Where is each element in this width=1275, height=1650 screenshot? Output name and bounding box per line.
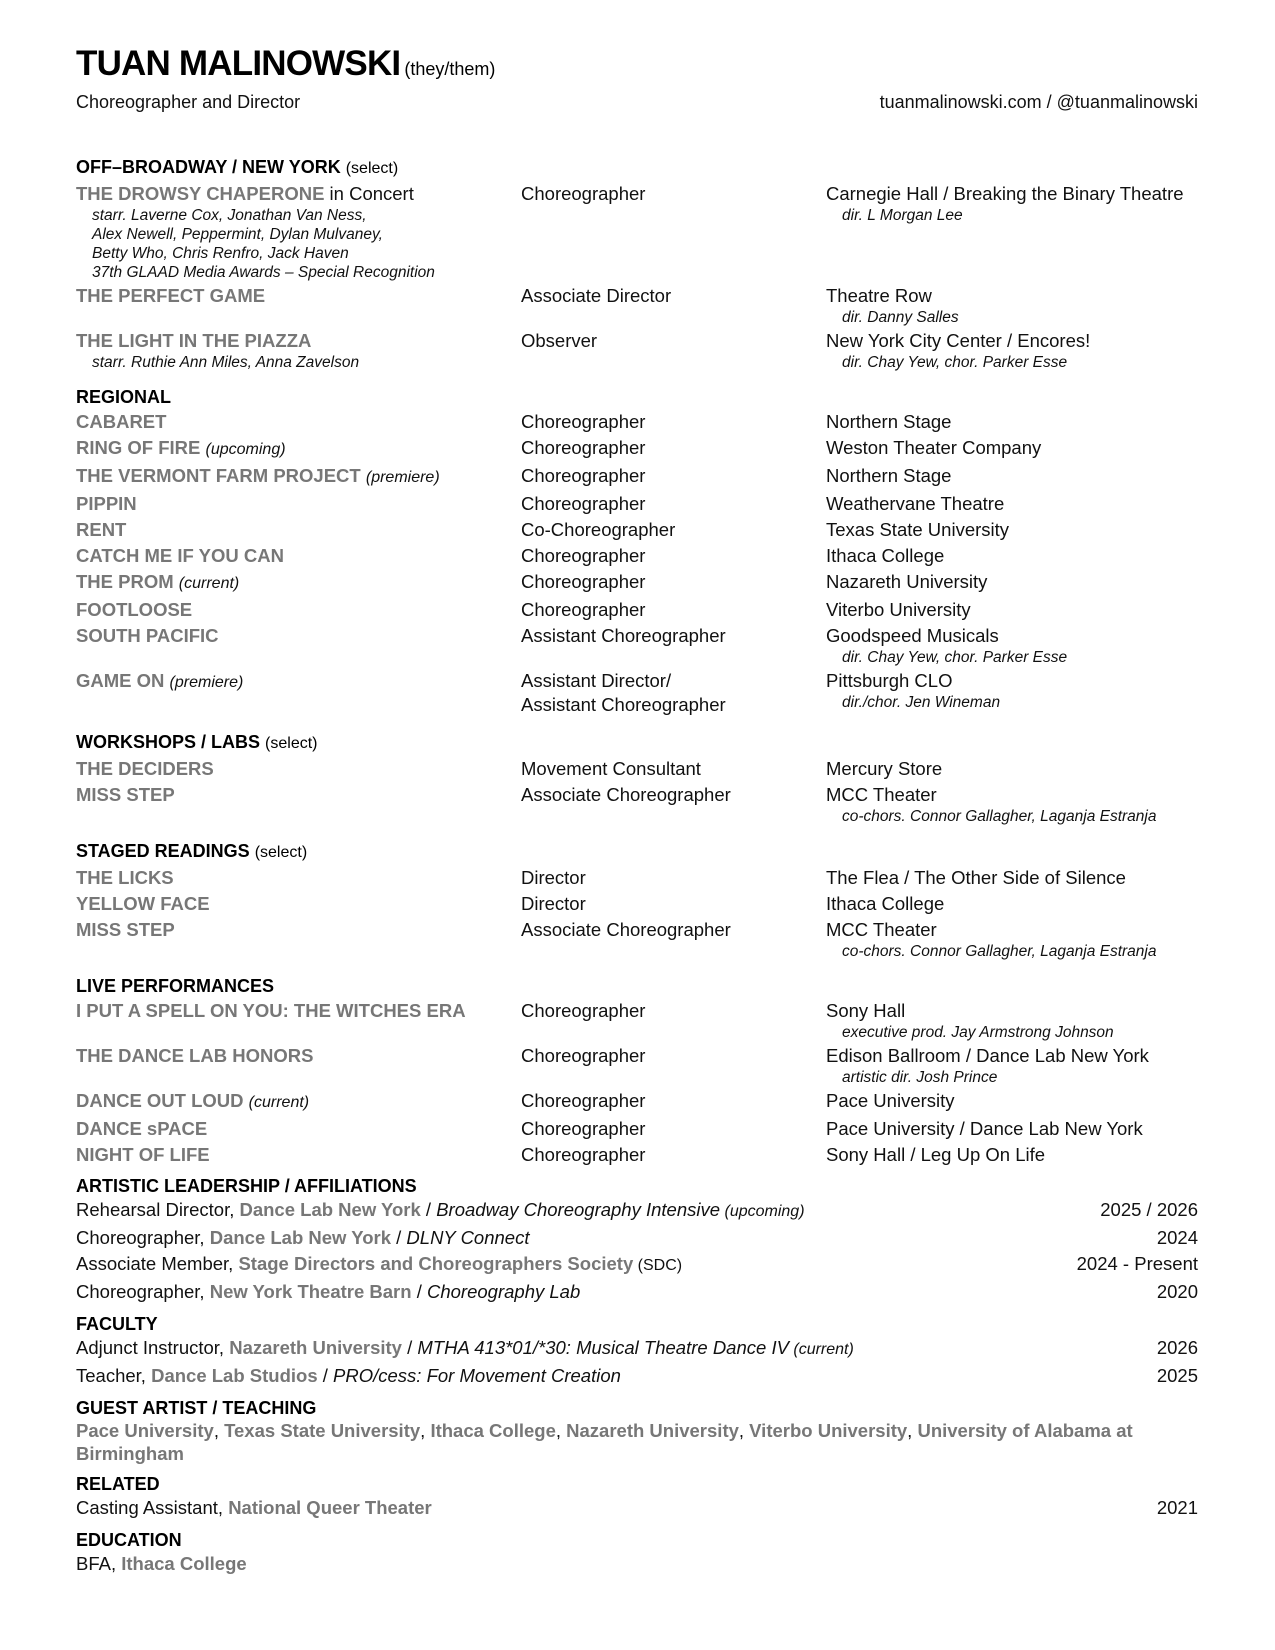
credit-row: THE PROM (current) Choreographer Nazareth University — [76, 571, 988, 592]
section-heading: ARTISTIC LEADERSHIP / AFFILIATIONS — [76, 1176, 417, 1196]
section-education — [76, 1529, 1198, 1577]
credit-row: CABARET Choreographer Northern Stage — [76, 411, 952, 432]
section-heading: WORKSHOPS / LABS (select) — [76, 732, 318, 752]
pronouns: (they/them) — [404, 59, 496, 79]
section-related — [76, 1473, 1198, 1521]
section-heading: FACULTY — [76, 1314, 158, 1334]
credit-row: RENT Co-Choreographer Texas State University — [76, 519, 1010, 540]
section-live — [76, 975, 1198, 1167]
resume-header — [76, 44, 1198, 120]
related-row: Casting Assistant, National Queer Theater 2021 — [76, 1497, 1198, 1518]
credit-row: FOOTLOOSE Choreographer Viterbo University — [76, 599, 971, 620]
section-leadership — [76, 1175, 1198, 1305]
credit-row: THE LIGHT IN THE PIAZZA starr. Ruthie Ann Miles, Anna Zavelson Observer New York City Center / Encores! dir. Chay Yew, chor. Parker Esse — [76, 330, 1091, 371]
guest-school-list: Pace University, Texas State University, Ithaca College, Nazareth University, Viterbo University, University of Alabama at Birmingham — [76, 1420, 1133, 1464]
credit-row: THE DROWSY CHAPERONE in Concert starr. Laverne Cox, Jonathan Van Ness, Alex Newell, Peppermint, Dylan Mulvaney, Betty Who, Chris Renfro, Jack Haven 37th GLAAD Media Awards – Special Recognition Choreographer Carnegie Hall / Breaking the Binary Theatre dir. L Morgan Lee — [76, 183, 1184, 281]
credit-row: THE PERFECT GAME Associate Director Theatre Row dir. Danny Salles — [76, 285, 959, 326]
credit-row: SOUTH PACIFIC Assistant Choreographer Goodspeed Musicals dir. Chay Yew, chor. Parker Esse — [76, 625, 1068, 666]
section-regional — [76, 386, 1198, 717]
section-heading: REGIONAL — [76, 387, 172, 407]
affiliation-row: Rehearsal Director, Dance Lab New York / Broadway Choreography Intensive (upcoming) 2025 / 2026 — [76, 1199, 1198, 1220]
affiliation-row: Associate Member, Stage Directors and Choreographers Society (SDC) 2024 - Present — [76, 1253, 1198, 1274]
credit-row: RING OF FIRE (upcoming) Choreographer Weston Theater Company — [76, 437, 1042, 458]
credit-row: I PUT A SPELL ON YOU: THE WITCHES ERA Choreographer Sony Hall executive prod. Jay Armstrong Johnson — [76, 1000, 1114, 1041]
name-line — [76, 44, 1198, 84]
section-guest — [76, 1397, 1198, 1465]
credit-row: NIGHT OF LIFE Choreographer Sony Hall / Leg Up On Life — [76, 1144, 1046, 1165]
section-faculty — [76, 1313, 1198, 1389]
resume-page — [76, 44, 1198, 1577]
credit-row: DANCE OUT LOUD (current) Choreographer Pace University — [76, 1090, 955, 1111]
section-heading: EDUCATION — [76, 1530, 182, 1550]
section-offbroadway — [76, 156, 1198, 372]
credit-row: THE DECIDERS Movement Consultant Mercury Store — [76, 758, 943, 779]
contact-info: tuanmalinowski.com / @tuanmalinowski — [879, 92, 1198, 112]
credit-row: CATCH ME IF YOU CAN Choreographer Ithaca College — [76, 545, 945, 566]
affiliation-row: Choreographer, Dance Lab New York / DLNY Connect 2024 — [76, 1227, 1198, 1248]
section-heading: RELATED — [76, 1474, 160, 1494]
subtitle: Choreographer and Director — [76, 92, 301, 112]
section-heading: OFF–BROADWAY / NEW YORK (select) — [76, 157, 399, 177]
section-heading: LIVE PERFORMANCES — [76, 976, 275, 996]
faculty-row: Teacher, Dance Lab Studios / PRO/cess: For Movement Creation 2025 — [76, 1365, 1198, 1386]
education-row: BFA, Ithaca College — [76, 1553, 247, 1574]
credit-row: THE VERMONT FARM PROJECT (premiere) Choreographer Northern Stage — [76, 465, 952, 486]
credit-row: THE LICKS Director The Flea / The Other Side of Silence — [76, 867, 1126, 888]
section-heading: STAGED READINGS (select) — [76, 841, 308, 861]
person-name: TUAN MALINOWSKI — [76, 44, 401, 83]
credit-row: DANCE sPACE Choreographer Pace University / Dance Lab New York — [76, 1118, 1143, 1139]
faculty-row: Adjunct Instructor, Nazareth University / MTHA 413*01/*30: Musical Theatre Dance IV (current) 2026 — [76, 1337, 1198, 1358]
credit-row: GAME ON (premiere) Assistant Director/ Assistant Choreographer Pittsburgh CLO dir./chor. Jen Wineman — [76, 670, 1001, 715]
credit-row: MISS STEP Associate Choreographer MCC Theater co-chors. Connor Gallagher, Laganja Estranja — [76, 919, 1157, 960]
section-workshops — [76, 731, 1198, 826]
credit-row: THE DANCE LAB HONORS Choreographer Edison Ballroom / Dance Lab New York artistic dir. Josh Prince — [76, 1045, 1149, 1086]
credit-row: MISS STEP Associate Choreographer MCC Theater co-chors. Connor Gallagher, Laganja Estranja — [76, 784, 1157, 825]
affiliation-row: Choreographer, New York Theatre Barn / Choreography Lab 2020 — [76, 1281, 1198, 1302]
section-heading: GUEST ARTIST / TEACHING — [76, 1398, 317, 1418]
credit-row: YELLOW FACE Director Ithaca College — [76, 893, 945, 914]
section-readings — [76, 840, 1198, 961]
credit-row: PIPPIN Choreographer Weathervane Theatre — [76, 493, 1005, 514]
